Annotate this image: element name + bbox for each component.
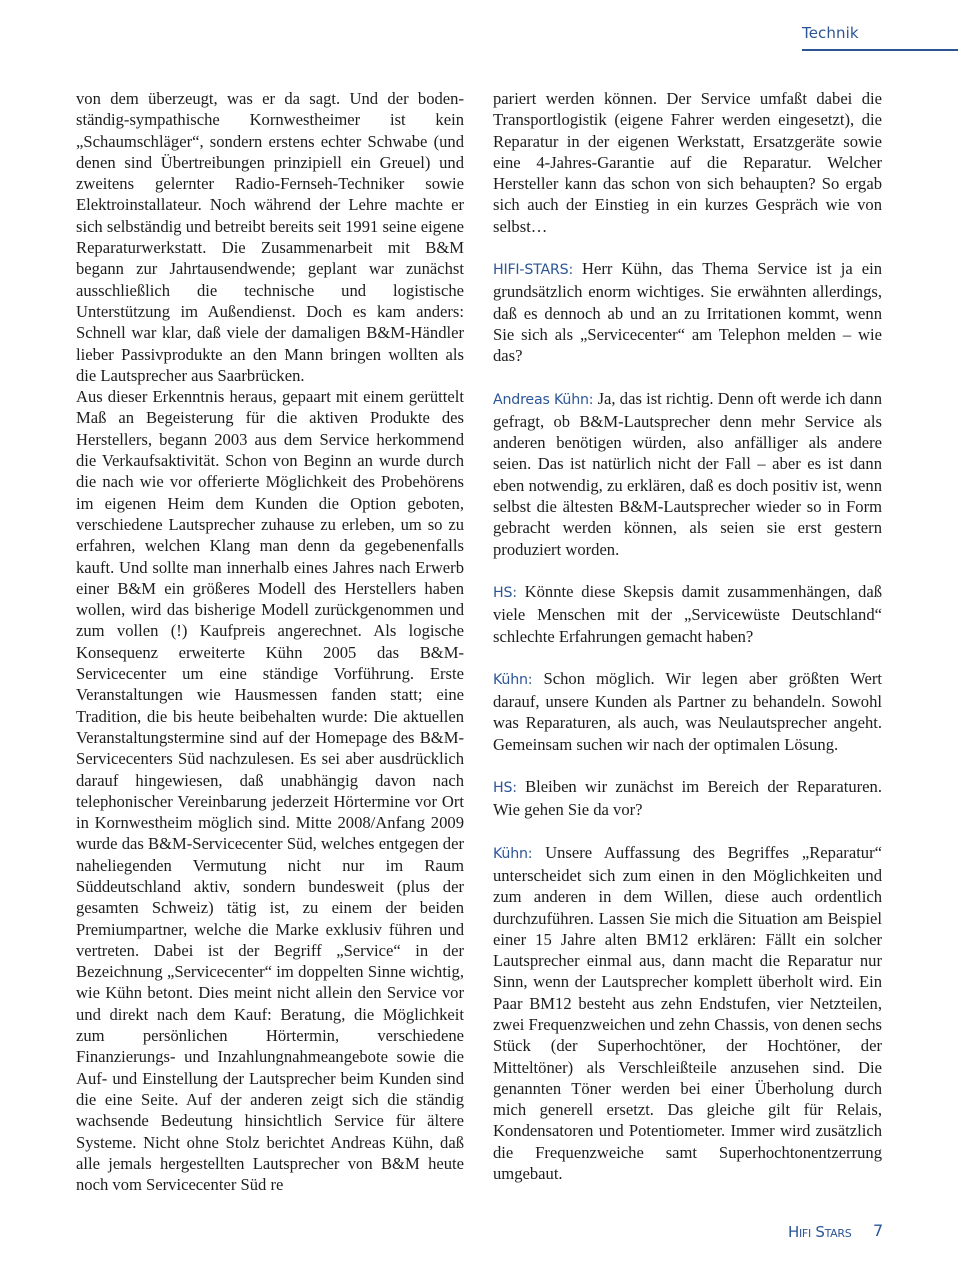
interview-text: Bleiben wir zunächst im Bereich der Reparaturen. Wie gehen Sie da vor? <box>493 777 882 820</box>
article-column-left <box>76 88 464 1195</box>
speaker-label: Andreas Kühn: <box>493 391 594 408</box>
interview-text: Unsere Auffassung des Begriffes „Reparatur“ unterscheidet sich zum einen in den Möglichkeiten und zum anderen in dem Willen, diese auch ordentlich durchzuführen. Lassen Sie mich die Situation am Beispiel einer 15 Jahre alten BM12 erklären: Fällt ein solcher Lautsprecher einmal aus, dann macht die Reparatur nur Sinn, wenn der Lautsprecher komplett überholt wird. Ein Paar BM12 besteht aus zehn Endstufen, vier Netzteilen, zwei Frequenzweichen und zehn Chassis, von denen sechs Stück (der Superhochtöner, der Hochtöner, der Mitteltöner) als Verschleißteile anzusehen sind. Die genannten Töner werden bei einer Überholung durch mich generell ersetzt. Das gleiche gilt für Relais, Kondensatoren und Potentiometer. Immer wird zusätzlich die Frequenzweiche samt Superhochtonentzerrung umgebaut. <box>493 842 882 1184</box>
speaker-label: HS: <box>493 584 517 601</box>
speaker-label: Kühn: <box>493 671 533 688</box>
article-paragraph: von dem überzeugt, was er da sagt. Und der bodenständig-sympathische Kornwestheimer ist kein „Schaumschläger“, sondern erstens echter Schwabe (und denen sind Übertreibungen prinzipiell ein Greuel) und zweitens gelernter Radio-Fernseh-Techniker sowie Elektroinstallateur. Noch während der Lehre machte er sich selbständig und betreibt bereits seit 1991 seine eigene Reparaturwerkstatt. Die Zusammenarbeit mit B&M begann zur Jahrtausendwende; geplant war zunächst ausschließlich die technische und logistische Unterstützung im Außendienst. Doch es kam anders: Schnell war klar, daß viele der damaligen B&M-Händler lieber Passivprodukte an den Mann bringen wollten als die Lautsprecher aus Saarbrücken. <box>76 89 465 385</box>
interview-text: Könnte diese Skepsis damit zusammenhängen, daß viele Menschen mit der „Servicewüste Deutschland“ schlechte Erfahrungen gemacht haben? <box>493 581 882 646</box>
page-number: 7 <box>873 1221 884 1240</box>
interview-answer <box>493 668 882 755</box>
speaker-label: Kühn: <box>493 845 533 862</box>
interview-text: Ja, das ist richtig. Denn oft werde ich dann gefragt, ob B&M-Lautsprecher denn mehr Service als anderen benötigen würden, also anfälliger als andere seien. Das ist natürlich nicht der Fall – aber es ist dann eben notwendig, zu erklären, daß es doch positiv ist, wenn selbst die ältesten B&M-Lautsprecher wieder so in Form gebracht werden können, als seien sie erst gestern produziert worden. <box>493 388 882 559</box>
article-paragraph: Aus dieser Erkenntnis heraus, gepaart mit einem gerüttelt Maß an Begeisterung für die aktiven Produkte des Herstellers, begann 2003 aus dem Service herkommend die Verkaufsaktivität. Schon von Beginn an wurde durch die nach wie vor offerierte Möglichkeit des Probehörens im eigenen Heim dem Kunden die Option geboten, verschiedene Lautsprecher zuhause zu erleben, um so zu erfahren, welchen Klang man denn da gegebenenfalls kauft. Und sollte man innerhalb eines Jahres nach Erwerb einer B&M ein größeres Modell des Herstellers haben wollen, wird das bisherige Modell zurückgenommen und zum vollen (!) Kaufpreis angerechnet. Als logische Konsequenz erweiterte Kühn 2005 das B&M-Servicecenter um eine ständige Vorführung. Erste Veranstaltungen wie Hausmessen fanden statt; eine Tradition, die bis heute beibehalten wurde: Die aktuellen Veranstaltungstermine sind auf der Homepage des B&M-Servicecenters Süd nachzulesen. Es sei aber ausdrücklich darauf hingewiesen, daß unabhängig davon nach telephonischer Vereinbarung jederzeit Hörtermine vor Ort in Kornwestheim möglich sind. Mitte 2008/Anfang 2009 wurde das B&M-Servicecenter Süd, welches entgegen der naheliegenden Vermutung nicht nur im Raum Süddeutschland aktiv, sondern bundesweit (plus der gesamten Schweiz) tätig ist, zu einem der beiden Premiumpartner, welche die Marke exklusiv führen und vertreten. Dabei ist der Begriff „Service“ in der Bezeichnung „Servicecenter“ im doppelten Sinne wichtig, wie Kühn betont. Dies meint nicht allein den Service vor und direkt nach dem Kauf: Beratung, die Möglichkeit zum persönlichen Hörtermin, verschiedene Finanzierungs- und Inzahlungnahmeangebote sowie die Auf- und Einstellung der Lautsprecher beim Kunden sind die eine Seite. Auf der anderen zeigt sich die ständig wachsende Bedeutung hinsichtlich Service für ältere Systeme. Nicht ohne Stolz berichtet Andreas Kühn, daß alle jemals hergestellten Lautsprecher von B&M heute noch vom Servicecenter Süd re <box>76 387 464 1195</box>
interview-answer <box>493 842 882 1185</box>
speaker-label: HIFI-STARS: <box>493 262 574 279</box>
section-title: Technik <box>802 24 859 42</box>
interview-question <box>493 258 882 366</box>
header-divider <box>802 49 958 51</box>
interview-text: Herr Kühn, das Thema Service ist ja ein grundsätzlich enorm wichtiges. Sie erwähnten allerdings, daß es dennoch ab und an zu Irritationen kommt, wenn Sie sich als „Servicecenter“ am Telephon melden – wie das? <box>493 259 882 366</box>
article-column-right <box>493 88 882 1184</box>
interview-question <box>493 581 882 647</box>
interview-answer <box>493 388 882 560</box>
interview-text: Schon möglich. Wir legen aber größten Wert darauf, unsere Kunden als Partner zu behandeln. Sowohl was Reparaturen, als auch, was Neulautsprecher angeht. Gemeinsam suchen wir nach der optimalen Lösung. <box>493 668 882 754</box>
speaker-label: HS: <box>493 780 517 797</box>
interview-question <box>493 776 882 821</box>
magazine-name: Hifi Stars <box>788 1223 852 1241</box>
article-paragraph: pariert werden können. Der Service umfaßt dabei die Transportlogistik (eigene Fahrer werden eingesetzt), die Reparatur in der eigenen Werkstatt, Ersatzgeräte sowie eine 4-Jahres-Garantie auf die Reparatur. Welcher Hersteller kann das schon von sich behaupten? So ergab sich auch der Einstieg in ein kurzes Gespräch wie von selbst… <box>493 89 882 236</box>
